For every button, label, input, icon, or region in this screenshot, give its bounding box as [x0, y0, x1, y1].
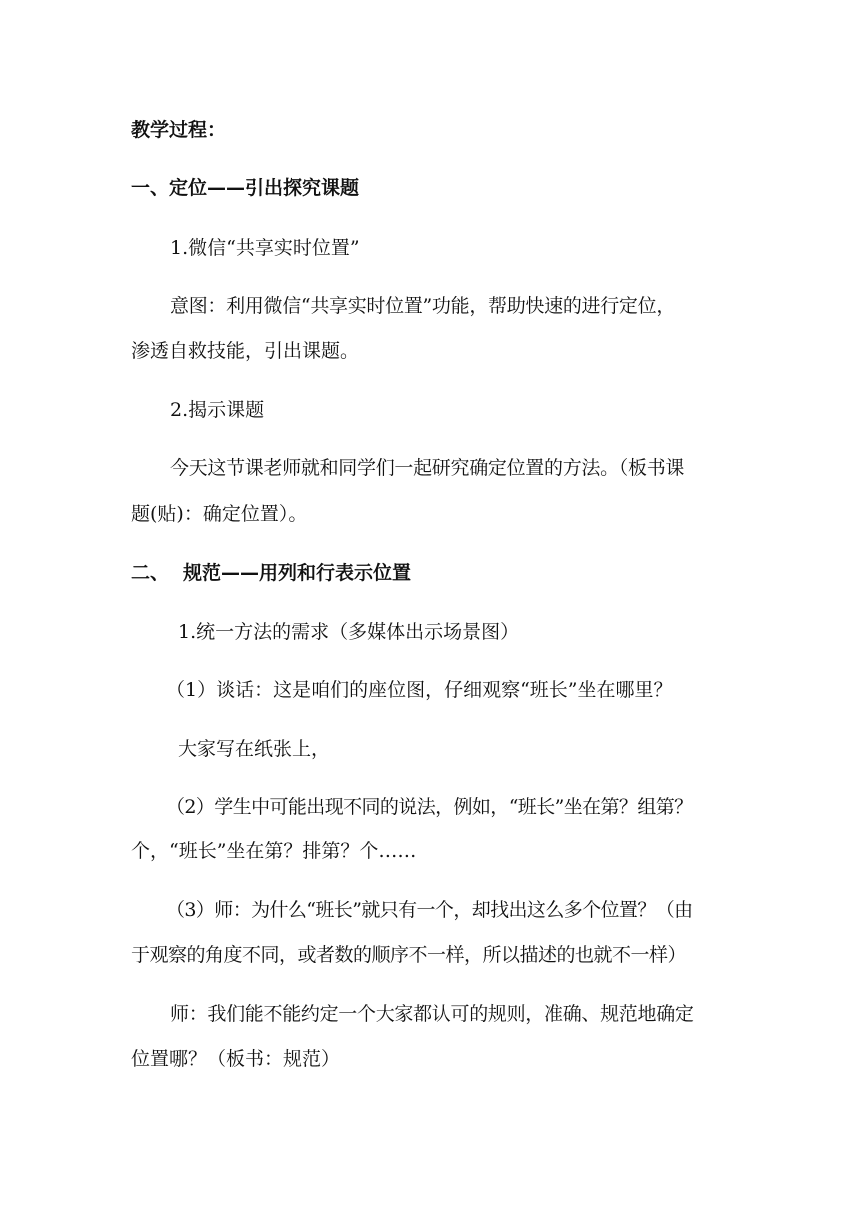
reveal-line1: 今天这节课老师就和同学们一起研究确定位置的方法。（板书课 [170, 457, 685, 479]
paragraph-3-line2: 于观察的角度不同，或者数的顺序不一样，所以描述的也就不一样） [131, 944, 687, 966]
paragraph-1: （1）谈话：这是咱们的座位图，仔细观察“班长”坐在哪里？ [166, 679, 673, 701]
section1-title: 一、定位——引出探究课题 [131, 177, 360, 199]
paragraph-1b: 大家写在纸张上， [178, 738, 331, 760]
reveal-line2: 题(贴)：确定位置）。 [131, 503, 308, 525]
intent-line2: 渗透自救技能，引出课题。 [131, 340, 360, 362]
section2-item1: 1.统一方法的需求（多媒体出示场景图） [178, 621, 520, 643]
section2-title-number: 二、 [131, 562, 170, 584]
paragraph-2-line1: （2）学生中可能出现不同的说法，例如，“班长”坐在第？组第？ [166, 796, 693, 818]
section2-title-text: 规范——用列和行表示位置 [183, 562, 412, 584]
paragraph-4-line2: 位置哪？（板书：规范） [131, 1048, 341, 1070]
section1-item2: 2.揭示课题 [170, 399, 265, 421]
paragraph-4-line1: 师：我们能不能约定一个大家都认可的规则，准确、规范地确定 [170, 1003, 694, 1025]
section1-item1: 1.微信“共享实时位置” [170, 237, 360, 259]
heading: 教学过程： [131, 119, 227, 141]
intent-line1: 意图：利用微信“共享实时位置”功能，帮助快速的进行定位， [170, 295, 676, 317]
paragraph-2-line2: 个，“班长”坐在第？排第？个…… [131, 840, 417, 862]
paragraph-3-line1: （3）师：为什么“班长”就只有一个，却找出这么多个位置？（由 [166, 899, 693, 921]
